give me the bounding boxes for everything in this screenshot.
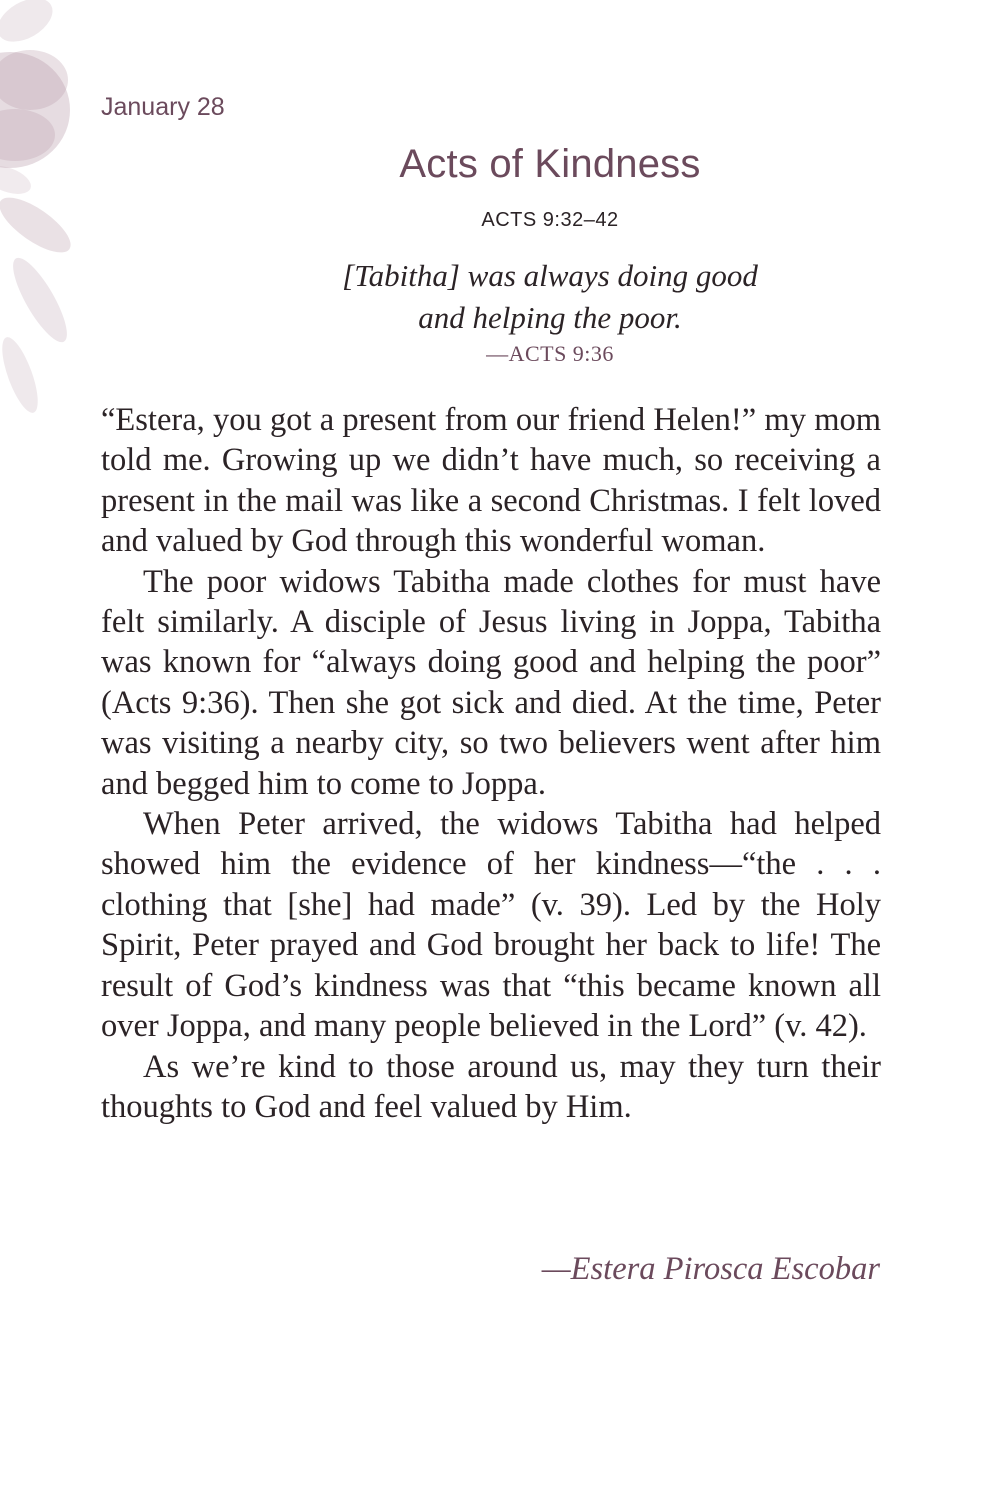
watercolor-flower-icon (0, 0, 130, 460)
author-signature: —Estera Pirosca Escobar (541, 1251, 880, 1287)
body-paragraph: The poor widows Tabitha made clothes for must have felt similarly. A disciple of Jesus living in Joppa, Tabitha was known for “always doing good and helping the poor” (Acts 9:36). Then she got sick and died. At the time, Peter was visiting a nearby city, so two believers went after him and begged him to come to Joppa. (101, 563, 881, 802)
key-verse (200, 255, 900, 339)
key-verse-reference: —ACTS 9:36 (486, 341, 614, 366)
key-verse-line: [Tabitha] was always doing good (342, 258, 758, 293)
devotional-body (101, 400, 881, 1127)
scripture-passage: ACTS 9:32–42 (481, 209, 619, 231)
body-paragraph: As we’re kind to those around us, may they turn their thoughts to God and feel valued by Him. (101, 1048, 881, 1125)
key-verse-line: and helping the poor. (418, 300, 682, 335)
entry-date: January 28 (101, 93, 225, 121)
body-paragraph: When Peter arrived, the widows Tabitha had helped showed him the evidence of her kindness—“the . . . clothing that [she] had made” (v. 39). Led by the Holy Spirit, Peter prayed and God brought her back to life! The result of God’s kindness was that “this became known all over Joppa, and many people believed in the Lord” (v. 42). (101, 806, 881, 1045)
body-paragraph: “Estera, you got a present from our friend Helen!” my mom told me. Growing up we didn’t have much, so receiving a present in the mail was like a second Christmas. I felt loved and valued by God through this wonderful woman. (101, 402, 881, 560)
devotional-title: Acts of Kindness (399, 142, 701, 186)
